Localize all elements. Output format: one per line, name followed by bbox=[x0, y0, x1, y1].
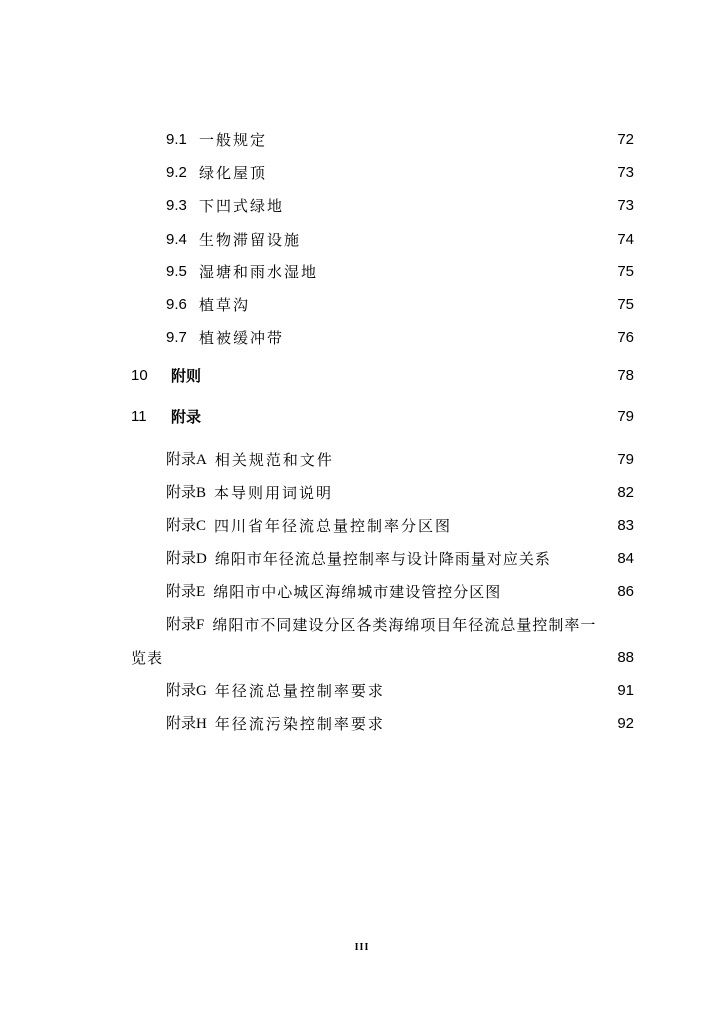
appendix-prefix: 附录 bbox=[166, 516, 197, 534]
entry-page: 76 bbox=[617, 329, 634, 346]
appendix-prefix: 附录 bbox=[166, 549, 197, 567]
entry-number: 9.4 bbox=[166, 231, 187, 248]
chapter-title: 附则 bbox=[171, 367, 202, 385]
appendix-title: 绵阳市年径流总量控制率与设计降雨量对应关系 bbox=[214, 550, 551, 568]
toc-entry[interactable] bbox=[166, 161, 634, 183]
appendix-title: 年径流总量控制率要求 bbox=[214, 682, 385, 700]
toc-entry[interactable] bbox=[166, 326, 634, 348]
chapter-page: 79 bbox=[617, 408, 634, 425]
appendix-page: 82 bbox=[617, 484, 634, 501]
appendix-letter: F bbox=[196, 617, 205, 633]
entry-title: 绿化屋顶 bbox=[199, 164, 268, 182]
toc-entry[interactable] bbox=[166, 128, 634, 150]
toc-appendix[interactable] bbox=[166, 547, 634, 569]
appendix-letter: D bbox=[196, 551, 207, 567]
appendix-prefix: 附录 bbox=[166, 582, 197, 600]
toc-appendix[interactable] bbox=[166, 580, 634, 602]
appendix-page: 84 bbox=[617, 550, 634, 567]
appendix-label bbox=[166, 680, 207, 701]
appendix-label bbox=[166, 449, 207, 470]
appendix-page: 88 bbox=[617, 649, 634, 666]
appendix-title: 本导则用词说明 bbox=[214, 484, 334, 502]
entry-page: 75 bbox=[617, 263, 634, 280]
appendix-prefix: 附录 bbox=[166, 450, 197, 468]
appendix-title-line1: 绵阳市不同建设分区各类海绵项目年径流总量控制率一 bbox=[212, 616, 597, 634]
toc-entry[interactable] bbox=[166, 194, 634, 216]
toc-entry[interactable] bbox=[166, 228, 634, 250]
entry-title: 植草沟 bbox=[199, 296, 251, 314]
toc-appendix[interactable] bbox=[166, 712, 634, 734]
appendix-prefix: 附录 bbox=[166, 483, 197, 501]
appendix-label bbox=[166, 614, 204, 635]
appendix-label bbox=[166, 713, 207, 734]
toc-appendix-line2[interactable] bbox=[131, 646, 634, 668]
toc-appendix[interactable] bbox=[166, 514, 634, 536]
entry-title: 湿塘和雨水湿地 bbox=[199, 263, 319, 281]
entry-number: 9.2 bbox=[166, 164, 187, 181]
entry-title: 植被缓冲带 bbox=[199, 329, 285, 347]
appendix-label bbox=[166, 581, 205, 602]
chapter-number: 10 bbox=[131, 367, 148, 384]
appendix-title: 年径流污染控制率要求 bbox=[214, 715, 385, 733]
entry-title: 一般规定 bbox=[199, 131, 268, 149]
appendix-page: 79 bbox=[617, 451, 634, 468]
entry-title: 生物滞留设施 bbox=[199, 231, 302, 249]
entry-page: 73 bbox=[617, 164, 634, 181]
appendix-label bbox=[166, 482, 206, 503]
entry-page: 75 bbox=[617, 296, 634, 313]
appendix-label bbox=[166, 515, 206, 536]
appendix-page: 86 bbox=[617, 583, 634, 600]
chapter-title: 附录 bbox=[171, 408, 202, 426]
entry-number: 9.3 bbox=[166, 197, 187, 214]
appendix-prefix: 附录 bbox=[166, 681, 197, 699]
toc-appendix-line1[interactable] bbox=[166, 613, 634, 635]
appendix-title-line2: 览表 bbox=[131, 649, 164, 667]
appendix-prefix: 附录 bbox=[166, 714, 197, 732]
appendix-letter: E bbox=[196, 584, 206, 600]
toc-entry[interactable] bbox=[166, 260, 634, 282]
toc-entry[interactable] bbox=[166, 293, 634, 315]
toc-chapter[interactable] bbox=[131, 405, 634, 427]
entry-page: 72 bbox=[617, 131, 634, 148]
entry-number: 9.6 bbox=[166, 296, 187, 313]
toc-chapter[interactable] bbox=[131, 364, 634, 386]
appendix-title: 四川省年径流总量控制率分区图 bbox=[214, 517, 453, 535]
appendix-letter: C bbox=[196, 518, 207, 534]
toc-appendix[interactable] bbox=[166, 481, 634, 503]
entry-number: 9.1 bbox=[166, 131, 187, 148]
appendix-letter: G bbox=[196, 683, 207, 699]
entry-page: 74 bbox=[617, 231, 634, 248]
appendix-page: 83 bbox=[617, 517, 634, 534]
appendix-prefix: 附录 bbox=[166, 615, 197, 633]
chapter-page: 78 bbox=[617, 367, 634, 384]
appendix-label bbox=[166, 548, 207, 569]
toc-appendix[interactable] bbox=[166, 448, 634, 470]
entry-title: 下凹式绿地 bbox=[199, 197, 285, 215]
chapter-number: 11 bbox=[131, 408, 147, 425]
appendix-page: 91 bbox=[617, 682, 634, 699]
appendix-title: 相关规范和文件 bbox=[214, 451, 334, 469]
entry-number: 9.7 bbox=[166, 329, 187, 346]
entry-number: 9.5 bbox=[166, 263, 187, 280]
page-number: III bbox=[354, 942, 370, 953]
entry-page: 73 bbox=[617, 197, 634, 214]
appendix-letter: H bbox=[196, 716, 207, 732]
appendix-letter: B bbox=[196, 485, 207, 501]
appendix-page: 92 bbox=[617, 715, 634, 732]
appendix-letter: A bbox=[196, 452, 207, 468]
toc-appendix[interactable] bbox=[166, 679, 634, 701]
appendix-title: 绵阳市中心城区海绵城市建设管控分区图 bbox=[213, 583, 502, 601]
